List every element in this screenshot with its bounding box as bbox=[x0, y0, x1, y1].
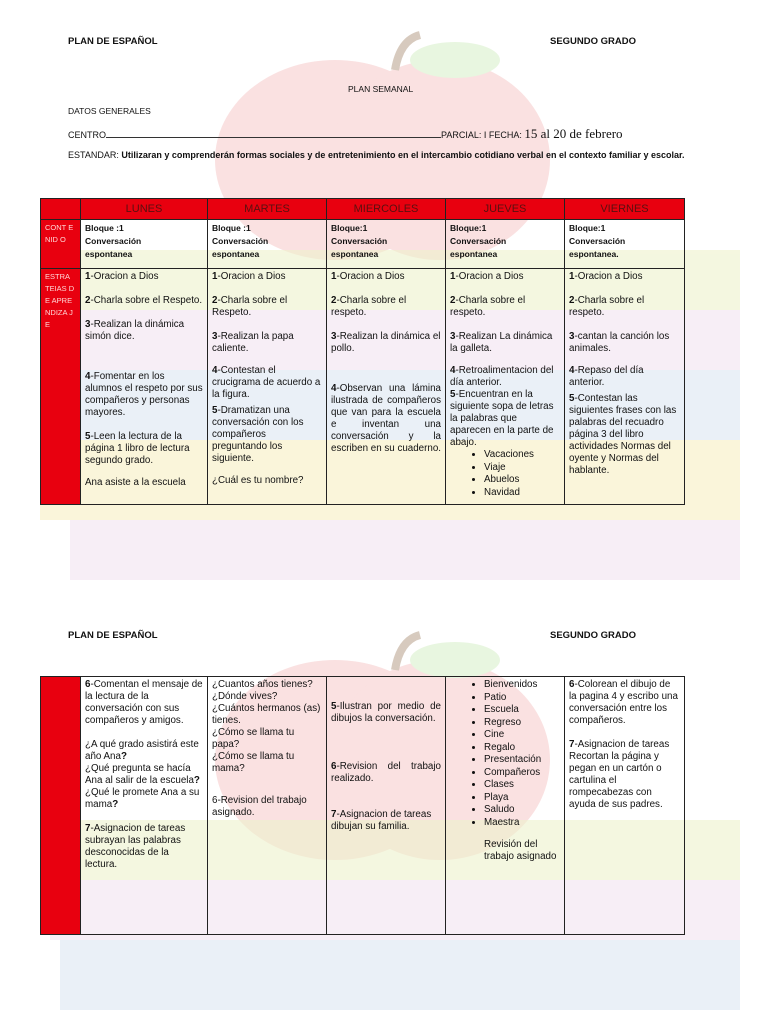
contenido-row bbox=[41, 220, 685, 269]
word-list bbox=[450, 449, 560, 499]
bloque-cell: Bloque :1 Conversación espontanea bbox=[208, 220, 327, 269]
weekly-plan-table-continued bbox=[40, 676, 685, 935]
list-item: • Regalo bbox=[484, 742, 560, 755]
page1-grade-header: SEGUNDO GRADO bbox=[550, 36, 637, 47]
estrategias-row bbox=[41, 269, 685, 505]
estandar-paragraph bbox=[68, 149, 688, 162]
list-item: • Bienvenidos bbox=[484, 679, 560, 692]
weekly-plan-table bbox=[40, 198, 685, 505]
list-item: • Abuelos bbox=[484, 474, 560, 487]
word-list bbox=[450, 679, 560, 829]
list-item: • Navidad bbox=[484, 487, 560, 500]
fecha-value: 15 al 20 de febrero bbox=[524, 126, 623, 141]
bloque-cell: Bloque :1 Conversación espontanea bbox=[81, 220, 208, 269]
corner-cell bbox=[41, 199, 81, 220]
red-side-cell bbox=[41, 677, 81, 935]
days-header-row bbox=[41, 199, 685, 220]
miercoles-activities-continued: 5-Ilustran por medio de dibujos la conversación. 6-Revision del trabajo realizado. 7-Asignacion de tareas dibujan su familia. bbox=[327, 677, 446, 935]
day-header: MARTES bbox=[208, 199, 327, 220]
revision-text: Revisión del trabajo asignado bbox=[484, 839, 557, 862]
parcial-fecha-label: PARCIAL: I FECHA: bbox=[441, 130, 522, 140]
estrategias-label: ESTRA TEIAS DE APRE NDIZA JE bbox=[41, 269, 81, 505]
centro-row bbox=[68, 126, 623, 142]
day-header: JUEVES bbox=[446, 199, 565, 220]
miercoles-activities: 1-Oracion a Dios 2-Charla sobre el respeto. 3-Realizan la dinámica el pollo. 4-Observan una lámina ilustrada de compañeros que van para la escuela e inventan una conversación y la escriben en su cuaderno. bbox=[327, 269, 446, 505]
plan-title: PLAN SEMANAL bbox=[348, 84, 414, 94]
lunes-activities-continued: 6-Comentan el mensaje de la lectura de la conversación con sus compañeros y amigos. ¿A qué grado asistirá este año Ana? ¿Qué pregunta se hacía Ana al salir de la escuela? ¿Qué le promete Ana a su mama? 7-Asignacion de tareas subrayan las palabras desconocidas de la lectura. bbox=[81, 677, 208, 935]
page2-grade-header: SEGUNDO GRADO bbox=[550, 630, 637, 641]
martes-activities-continued: ¿Cuantos años tienes? ¿Dónde vives? ¿Cuántos hermanos (as) tienes. ¿Cómo se llama tu papa? ¿Cómo se llama tu mama? 6-Revision del trabajo asignado. bbox=[208, 677, 327, 935]
list-item: • Compañeros bbox=[484, 767, 560, 780]
list-item: • Maestra bbox=[484, 817, 560, 830]
centro-field-line bbox=[106, 128, 441, 138]
estandar-text: Utilizaran y comprenderán formas sociales y de entretenimiento en el intercambio cotidiano verbal en el contexto familiar y escolar. bbox=[121, 150, 685, 160]
list-item: • Vacaciones bbox=[484, 449, 560, 462]
centro-label: CENTRO bbox=[68, 130, 106, 140]
list-item: • Presentación bbox=[484, 754, 560, 767]
list-item: • Playa bbox=[484, 792, 560, 805]
bloque-cell: Bloque:1 Conversación espontanea bbox=[327, 220, 446, 269]
page2-subject-header: PLAN DE ESPAÑOL bbox=[68, 630, 158, 641]
datos-generales-label: DATOS GENERALES bbox=[68, 106, 151, 116]
bloque-cell: Bloque:1 Conversación espontanea bbox=[446, 220, 565, 269]
jueves-activities: 1-Oracion a Dios 2-Charla sobre el respeto. 3-Realizan La dinámica la galleta. 4-Retroalimentacion del día anterior. 5-Encuentran en la siguiente sopa de letras la palabras que aparecen en la parte de abajo. • Vacaciones • Viaje • Abuelos • Navidad bbox=[446, 269, 565, 505]
viernes-activities-continued: 6-Colorean el dibujo de la pagina 4 y escribo una conversación entre los compañeros. 7-Asignacion de tareas Recortan la página y pegan en un cartón o cartulina el rompecabezas con ayuda de sus padres. bbox=[565, 677, 685, 935]
jueves-activities-continued bbox=[446, 677, 565, 935]
list-item: • Viaje bbox=[484, 462, 560, 475]
estandar-label: ESTANDAR: bbox=[68, 150, 119, 160]
list-item: • Clases bbox=[484, 779, 560, 792]
bloque-cell: Bloque:1 Conversación espontanea. bbox=[565, 220, 685, 269]
page1-subject-header: PLAN DE ESPAÑOL bbox=[68, 36, 158, 47]
list-item: • Cine bbox=[484, 729, 560, 742]
lunes-activities: 1-Oracion a Dios 2-Charla sobre el Respeto. 3-Realizan la dinámica simón dice. 4-Fomentar en los alumnos el respeto por sus compañeros y personas mayores. 5-Leen la lectura de la página 1 libro de lectura segundo grado. Ana asiste a la escuela bbox=[81, 269, 208, 505]
contenido-label: CONT ENID O bbox=[41, 220, 81, 269]
list-item: • Regreso bbox=[484, 717, 560, 730]
day-header: LUNES bbox=[81, 199, 208, 220]
list-item: • Patio bbox=[484, 692, 560, 705]
continued-row bbox=[41, 677, 685, 935]
martes-activities: 1-Oracion a Dios 2-Charla sobre el Respeto. 3-Realizan la papa caliente. 4-Contestan el crucigrama de acuerdo a la figura. 5-Dramatizan una conversación con los compañeros preguntando los siguiente. ¿Cuál es tu nombre? bbox=[208, 269, 327, 505]
day-header: MIERCOLES bbox=[327, 199, 446, 220]
day-header: VIERNES bbox=[565, 199, 685, 220]
list-item: • Saludo bbox=[484, 804, 560, 817]
list-item: • Escuela bbox=[484, 704, 560, 717]
viernes-activities: 1-Oracion a Dios 2-Charla sobre el respeto. 3-cantan la canción los animales. 4-Repaso del día anterior. 5-Contestan las siguientes frases con las palabras del recuadro página 3 del libro actividades Normas del oyente y Normas del hablante. bbox=[565, 269, 685, 505]
